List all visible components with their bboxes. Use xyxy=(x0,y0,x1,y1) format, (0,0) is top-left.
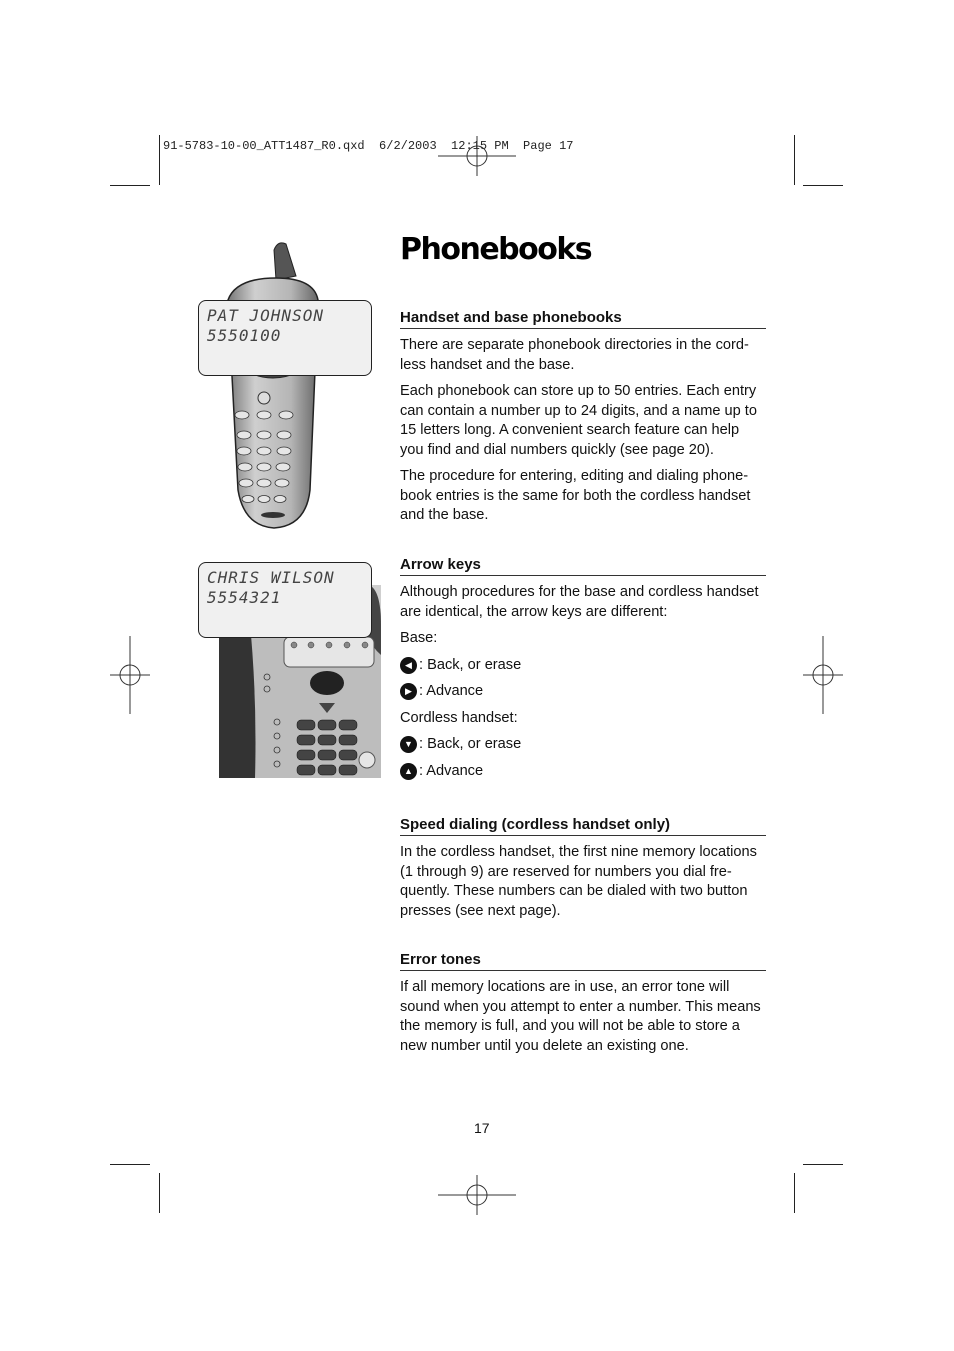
handset-lcd-display xyxy=(198,300,372,376)
lcd-line-number: 5550100 xyxy=(207,326,282,345)
down-arrow-key-icon: ▼ xyxy=(400,736,417,753)
section-heading: Speed dialing (cordless handset only) xyxy=(400,816,766,836)
registration-mark-icon xyxy=(110,636,150,714)
handset-label: Cordless handset: xyxy=(400,709,518,726)
base-left-key-line: ◀ : Back, or erase xyxy=(400,656,766,676)
page-number: 17 xyxy=(474,1120,490,1136)
paragraph: In the cordless handset, the first nine memory locations (1 through 9) are reserved for numbers you dial fre-quently. These numbers can be dialed with two button presses (see next page). xyxy=(400,844,757,919)
paragraph: Although procedures for the base and cordless handset are identical, the arrow keys are different: xyxy=(400,584,759,620)
paragraph: There are separate phonebook directories in the cord-less handset and the base. xyxy=(400,337,749,373)
section-phonebooks xyxy=(400,309,766,526)
base-label: Base: xyxy=(400,630,438,646)
lcd-line-name: PAT JOHNSON xyxy=(207,306,324,325)
registration-mark-icon xyxy=(803,636,843,714)
handset-down-key-line: ▼ : Back, or erase xyxy=(400,735,766,755)
section-heading: Handset and base phonebooks xyxy=(400,309,766,329)
right-arrow-key-icon: ▶ xyxy=(400,683,417,700)
paragraph: The procedure for entering, editing and dialing phone-book entries is the same for both the cordless handset and the base. xyxy=(400,468,751,523)
section-speed-dialing xyxy=(400,816,766,921)
section-heading: Arrow keys xyxy=(400,556,766,576)
registration-mark-icon xyxy=(438,1175,516,1215)
paragraph: If all memory locations are in use, an error tone will sound when you attempt to enter a number. This means the memory is full, and you will not be able to store a new number until you delete an existing one. xyxy=(400,979,761,1054)
left-arrow-key-icon: ◀ xyxy=(400,657,417,674)
page-title: Phonebooks xyxy=(400,232,592,267)
cordless-handset-illustration xyxy=(218,240,328,532)
section-arrow-keys xyxy=(400,556,766,781)
print-slug: 91-5783-10-00_ATT1487_R0.qxd 6/2/2003 12:15 PM Page 17 xyxy=(163,139,574,153)
registration-mark-icon xyxy=(438,136,516,176)
up-arrow-key-icon: ▲ xyxy=(400,763,417,780)
paragraph: Each phonebook can store up to 50 entries. Each entry can contain a number up to 24 digits, and a name up to 15 letters long. A convenient search feature can help you find and dial numbers quickly (see page 20). xyxy=(400,383,757,458)
section-heading: Error tones xyxy=(400,951,766,971)
handset-up-key-line: ▲ : Advance xyxy=(400,762,766,782)
section-error-tones xyxy=(400,951,766,1056)
base-lcd-display xyxy=(198,562,372,638)
lcd-line-name: CHRIS WILSON xyxy=(207,568,335,587)
base-right-key-line: ▶ : Advance xyxy=(400,682,766,702)
lcd-line-number: 5554321 xyxy=(207,588,282,607)
